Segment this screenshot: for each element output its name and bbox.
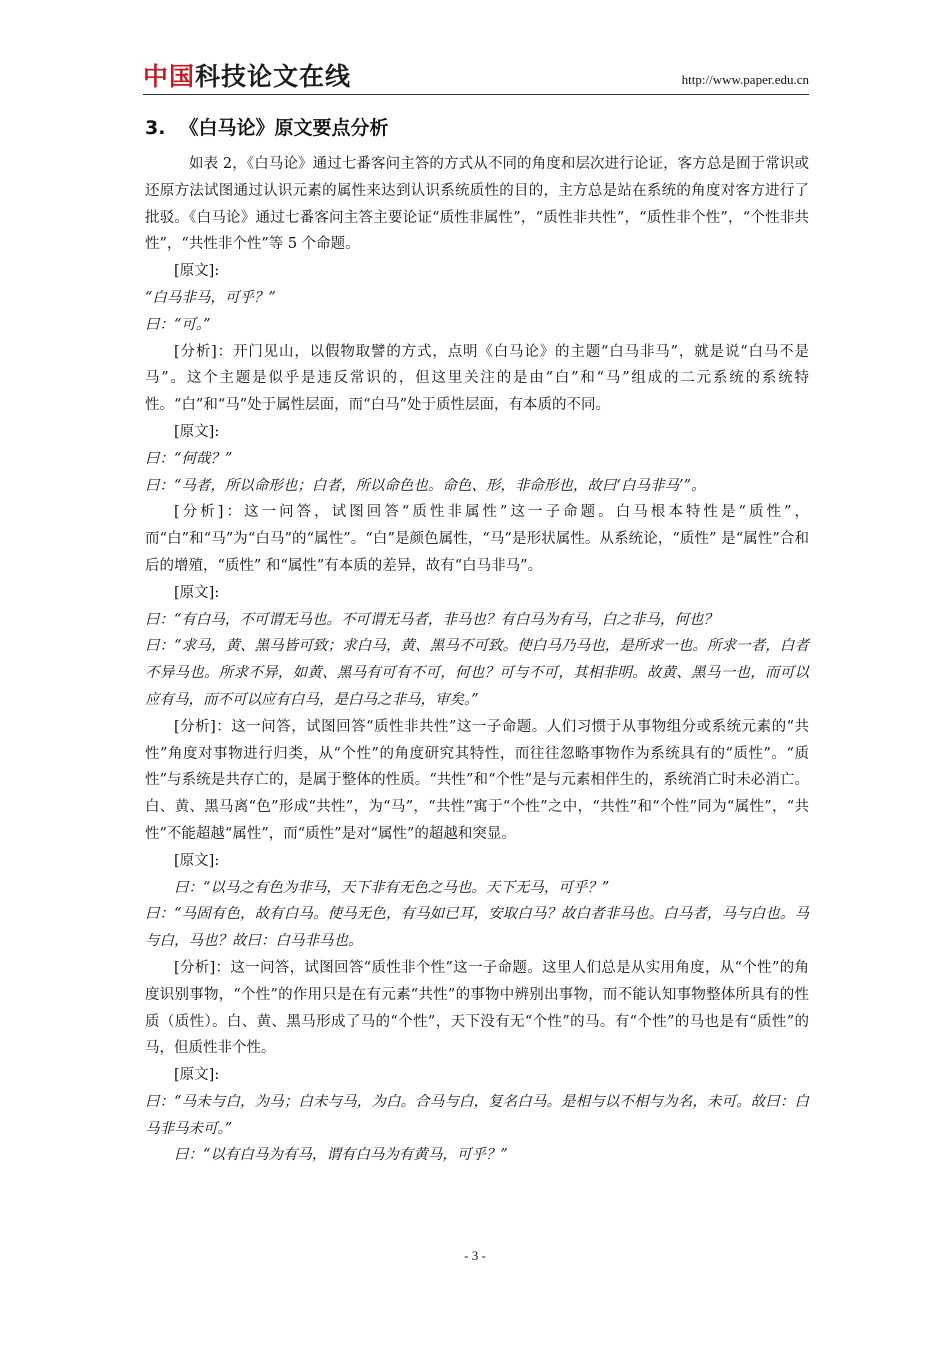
section-title: 《白马论》原文要点分析 — [179, 117, 389, 139]
page-number: - 3 - — [464, 1248, 486, 1263]
source-text: 曰：“马固有色，故有白马。使马无色，有马如已耳，安取白马？故白者非马也。白马者，马与白也。马与白，马也？故曰：白马非马也。 — [145, 906, 809, 950]
header-url[interactable]: http://www.paper.edu.cn — [681, 72, 809, 87]
analysis-paragraph: [分析]：这一问答，试图回答“质性非个性”这一子命题。这里人们总是从实用角度，从“个性”的角度识别事物，“个性”的作用只是在有元素“共性”的事物中辨别出事物，而不能认知事物整体所具有的性质（质性）。白、黄、黑马形成了马的“个性”，天下没有无“个性”的马。有“个性”的马也是有“质性”的马，但质性非个性。 — [145, 959, 809, 1057]
source-label: [原文]: — [174, 1067, 220, 1084]
section-number: 3. — [145, 117, 166, 139]
page-content — [145, 113, 809, 1169]
source-text: 曰：“可。” — [145, 316, 211, 333]
source-text: 曰：“求马，黄、黑马皆可致；求白马，黄、黑马不可致。使白马乃马也，是所求一也。所求一者，白者不异马也。所求不异，如黄、黑马有可有不可，何也？可与不可，其相非明。故黄、黑马一也，而可以应有马，而不可以应有白马，是白马之非马，审矣。” — [145, 638, 809, 708]
source-text: 曰：“有白马，不可谓无马也。不可谓无马者，非马也？有白马为有马，白之非马，何也？ — [145, 611, 718, 628]
source-label: [原文]: — [174, 423, 220, 440]
source-text: 曰：“以马之有色为非马，天下非有无色之马也。天下无马，可乎？” — [174, 879, 610, 896]
header-rule — [143, 94, 809, 95]
source-label: [原文]: — [174, 852, 220, 869]
intro-paragraph: 如表 2，《白马论》通过七番客问主答的方式从不同的角度和层次进行论证，客方总是囿于常识或还原方法试图通过认识元素的属性来达到认识系统质性的目的，主方总是站在系统的角度对客方进行了批驳。《白马论》通过七番客问主答主要论证“质性非属性”，“质性非共性”，“质性非个性”，“个性非共性”，“共性非个性”等 5 个命题。 — [145, 156, 809, 253]
source-text: 曰：“以有白马为有马，谓有白马为有黄马，可乎？” — [174, 1147, 508, 1164]
page-header — [143, 62, 809, 92]
analysis-paragraph: [分析]：这一问答，试图回答“质性非属性”这一子命题。白马根本特性是“质性”，而“白”和“马”为“白马”的“属性”。“白”是颜色属性，“马”是形状属性。从系统论，“质性” 是“属性”合和后的增殖，“质性” 和“属性”有本质的差异，故有“白马非马”。 — [145, 504, 809, 574]
journal-logo — [143, 62, 351, 92]
source-text: 曰：“何哉？” — [145, 450, 233, 467]
analysis-paragraph: [分析]：这一问答，试图回答“质性非共性”这一子命题。人们习惯于从事物组分或系统元素的“共性”角度对事物进行归类，从“个性”的角度研究其特性，而往往忽略事物作为系统具有的“质性”。“质性”与系统是共存亡的，是属于整体的性质。“共性”和“个性”是与元素相伴生的，系统消亡时未必消亡。白、黄、黑马离“色”形成“共性”，为“马”，“共性”寓于“个性”之中，“共性”和“个性”同为“属性”，“共性”不能超越“属性”，而“质性”是对“属性”的超越和突显。 — [145, 718, 809, 842]
analysis-paragraph: [分析]：开门见山，以假物取譬的方式，点明《白马论》的主题“白马非马”，就是说“白马不是马”。这个主题是似乎是违反常识的，但这里关注的是由“白”和“马”组成的二元系统的系统特性。“白”和“马”处于属性层面，而“白马”处于质性层面，有本质的不同。 — [145, 343, 809, 414]
section-heading — [145, 113, 809, 143]
logo-black-text: 科技论文在线 — [195, 62, 352, 91]
source-label: [原文]: — [174, 584, 220, 601]
logo-red-text: 中国 — [143, 62, 196, 91]
source-text: “白马非马，可乎？” — [145, 289, 276, 306]
source-label: [原文]: — [174, 263, 220, 280]
source-text: 曰：“马未与白，为马；白未与马，为白。合马与白，复名白马。是相与以不相与为名，未可。故曰：白马非马未可。” — [145, 1093, 809, 1137]
source-text: 曰：“马者，所以命形也；白者，所以命色也。命色、形，非命形也，故曰‘白马非马’”。 — [145, 477, 706, 494]
